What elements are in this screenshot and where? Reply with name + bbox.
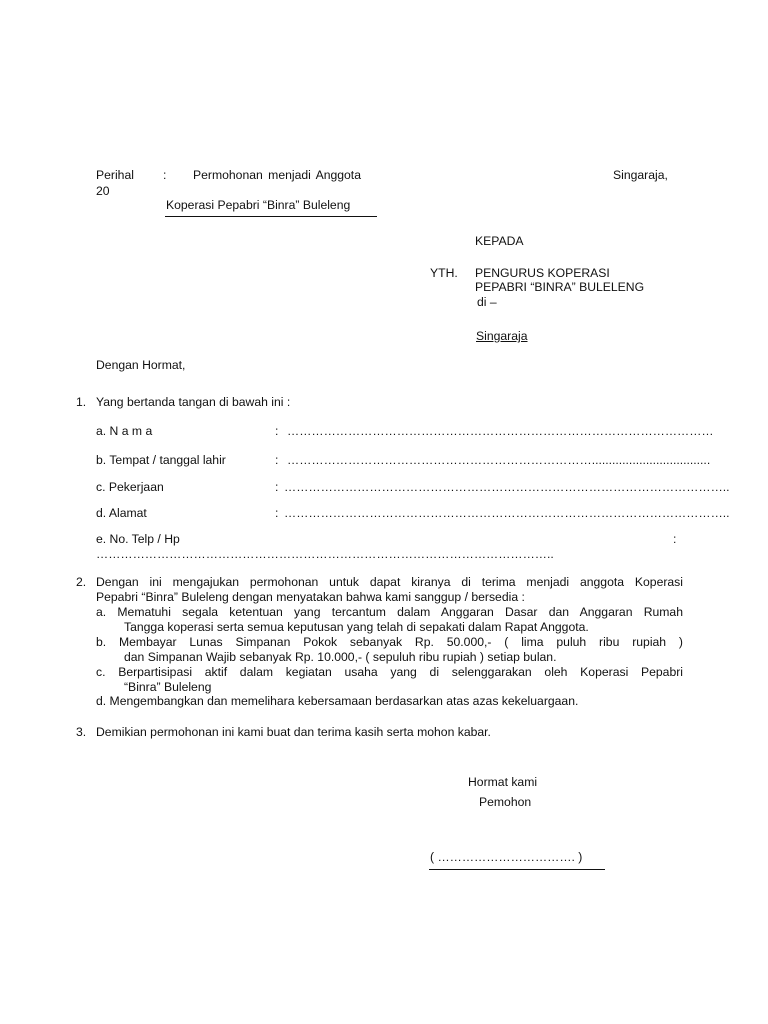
yth-label: YTH. — [430, 266, 458, 280]
commitment-item-c-cont: “Binra” Buleleng — [124, 680, 212, 694]
recipient-line1: PENGURUS KOPERASI — [475, 266, 610, 280]
field-dots-telp: ………………………………………………………………………………………………….. — [96, 547, 554, 561]
field-dots-alamat: ……………………………………………………………………………………………….. — [284, 506, 730, 520]
greeting: Dengan Hormat, — [96, 358, 186, 372]
perihal-label: Perihal — [96, 168, 134, 182]
recipient-city: Singaraja — [476, 329, 528, 343]
field-colon-ttl: : — [275, 453, 279, 467]
perihal-value-line2: Koperasi Pepabri “Binra” Buleleng — [166, 198, 351, 212]
section3-text: Demikian permohonan ini kami buat dan terima kasih serta mohon kabar. — [96, 725, 491, 739]
field-colon-alamat: : — [275, 506, 279, 520]
field-dots-nama: …………………………………………………………………………………………… — [287, 424, 714, 438]
kepada-label: KEPADA — [475, 234, 524, 248]
field-label-nama: a. N a m a — [96, 424, 153, 438]
field-dots-ttl: …………………………………………………………………................................... — [287, 453, 711, 467]
date-label: Singaraja, — [613, 168, 668, 182]
commitment-item-d: d. Mengembangkan dan memelihara kebersamaan berdasarkan atas azas kekeluargaan. — [96, 694, 579, 708]
field-label-ttl: b. Tempat / tanggal lahir — [96, 453, 226, 467]
field-label-telp: e. No. Telp / Hp — [96, 532, 180, 546]
perihal-underline — [165, 216, 377, 217]
signature-role: Pemohon — [479, 795, 532, 809]
field-colon-telp: : — [673, 532, 677, 546]
section2-line2: Pepabri “Binra” Buleleng dengan menyatakan bahwa kami sanggup / bersedia : — [96, 590, 525, 604]
commitment-item-c: c. Berpartisipasi aktif dalam kegiatan usaha yang di selenggarakan oleh Koperasi Pepabri — [96, 665, 683, 679]
commitment-item-b-cont: dan Simpanan Wajib sebanyak Rp. 10.000,- ( sepuluh ribu rupiah ) setiap bulan. — [124, 650, 557, 664]
recipient-line3: di – — [477, 295, 497, 309]
field-dots-pekerjaan: ……………………………………………………………………………………………….. — [284, 480, 730, 494]
field-colon-nama: : — [275, 424, 279, 438]
section3-number: 3. — [76, 725, 87, 739]
signature-name-placeholder: ( ……………………………. ) — [430, 850, 583, 864]
perihal-colon: : — [163, 168, 167, 182]
commitment-item-a: a. Mematuhi segala ketentuan yang tercantum dalam Anggaran Dasar dan Anggaran Rumah — [96, 605, 683, 619]
field-label-alamat: d. Alamat — [96, 506, 147, 520]
field-colon-pekerjaan: : — [275, 480, 279, 494]
date-year: 20 — [96, 184, 110, 198]
signature-closing: Hormat kami — [468, 775, 538, 789]
recipient-line2: PEPABRI “BINRA” BULELENG — [475, 280, 645, 294]
section1-number: 1. — [76, 395, 87, 409]
section2-line1: Dengan ini mengajukan permohonan untuk dapat kiranya di terima menjadi anggota Koperasi — [96, 575, 683, 589]
section2-number: 2. — [76, 575, 87, 589]
field-label-pekerjaan: c. Pekerjaan — [96, 480, 164, 494]
section1-intro: Yang bertanda tangan di bawah ini : — [96, 395, 291, 409]
commitment-item-a-cont: Tangga koperasi serta semua keputusan yang telah di sepakati dalam Rapat Anggota. — [124, 620, 589, 634]
signature-underline — [429, 869, 605, 870]
commitment-item-b: b. Membayar Lunas Simpanan Pokok sebanyak Rp. 50.000,- ( lima puluh ribu rupiah ) — [96, 635, 683, 649]
perihal-value: Permohonan menjadi Anggota — [193, 168, 361, 182]
